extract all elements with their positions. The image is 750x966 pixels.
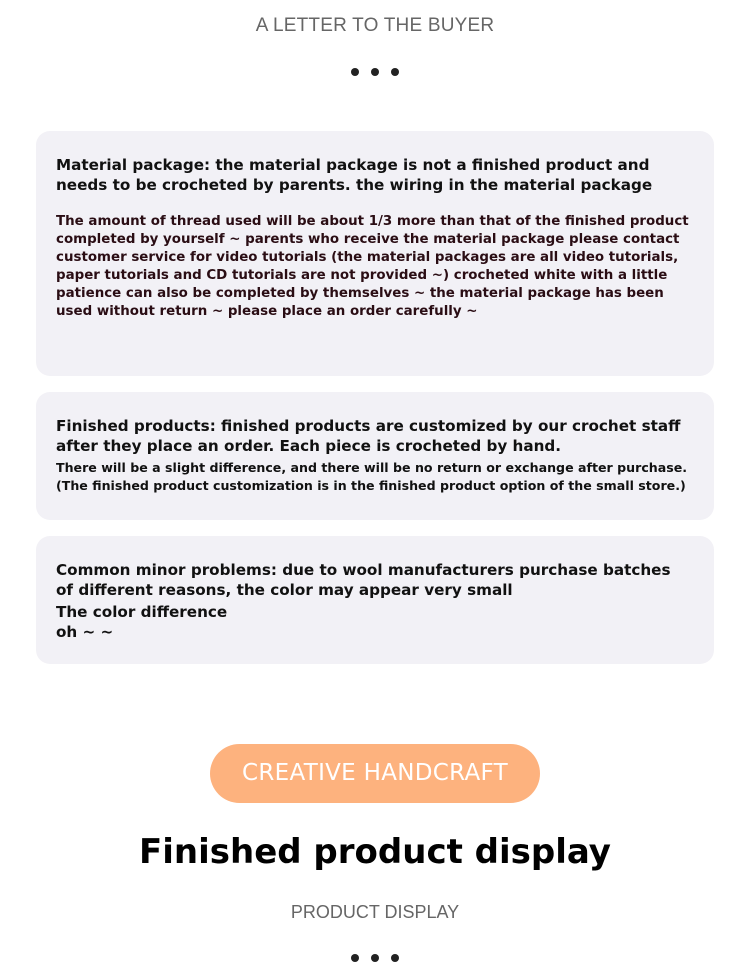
letter-section-title: A LETTER TO THE BUYER xyxy=(255,15,495,36)
finished-products-card xyxy=(36,392,714,520)
dots-divider-top xyxy=(0,61,750,71)
material-package-body: The amount of thread used will be about 1/3 more than that of the finished product completed by yourself ~ parents who receive the material package please contact customer service for video tutorials (the material packages are all video tutorials, paper tutorials and CD tutorials are not provided ~) crocheted white with a little patience can also be completed by themselves ~ the material package has been used without return ~ please place an order carefully ~ xyxy=(56,214,689,319)
oh-line: oh ~ ~ xyxy=(56,622,114,641)
finished-products-body: There will be a slight difference, and there will be no return or exchange after purchase. (The finished product customization is in the finished product option of the small store.) xyxy=(56,460,688,493)
finished-product-display-title: Finished product display xyxy=(139,832,611,872)
material-package-card xyxy=(36,131,714,376)
dot xyxy=(391,68,399,76)
material-package-lead: Material package: the material package is not a finished product and needs to be crocheted by parents. the wiring in the material package xyxy=(56,156,653,194)
dot xyxy=(371,68,379,76)
dot xyxy=(391,954,399,962)
finished-products-lead: Finished products: finished products are customized by our crochet staff after they place an order. Each piece is crocheted by hand. xyxy=(56,417,681,455)
minor-problems-card xyxy=(36,536,714,664)
minor-problems-lead-continued xyxy=(56,603,694,642)
color-difference-line: The color difference xyxy=(56,603,228,621)
dot xyxy=(351,68,359,76)
product-display-subtitle: PRODUCT DISPLAY xyxy=(290,902,460,922)
dot xyxy=(371,954,379,962)
dot xyxy=(351,954,359,962)
minor-problems-lead: Common minor problems: due to wool manufacturers purchase batches of different reasons, the color may appear very small xyxy=(56,561,671,599)
creative-handcraft-badge: CREATIVE HANDCRAFT xyxy=(210,744,540,803)
